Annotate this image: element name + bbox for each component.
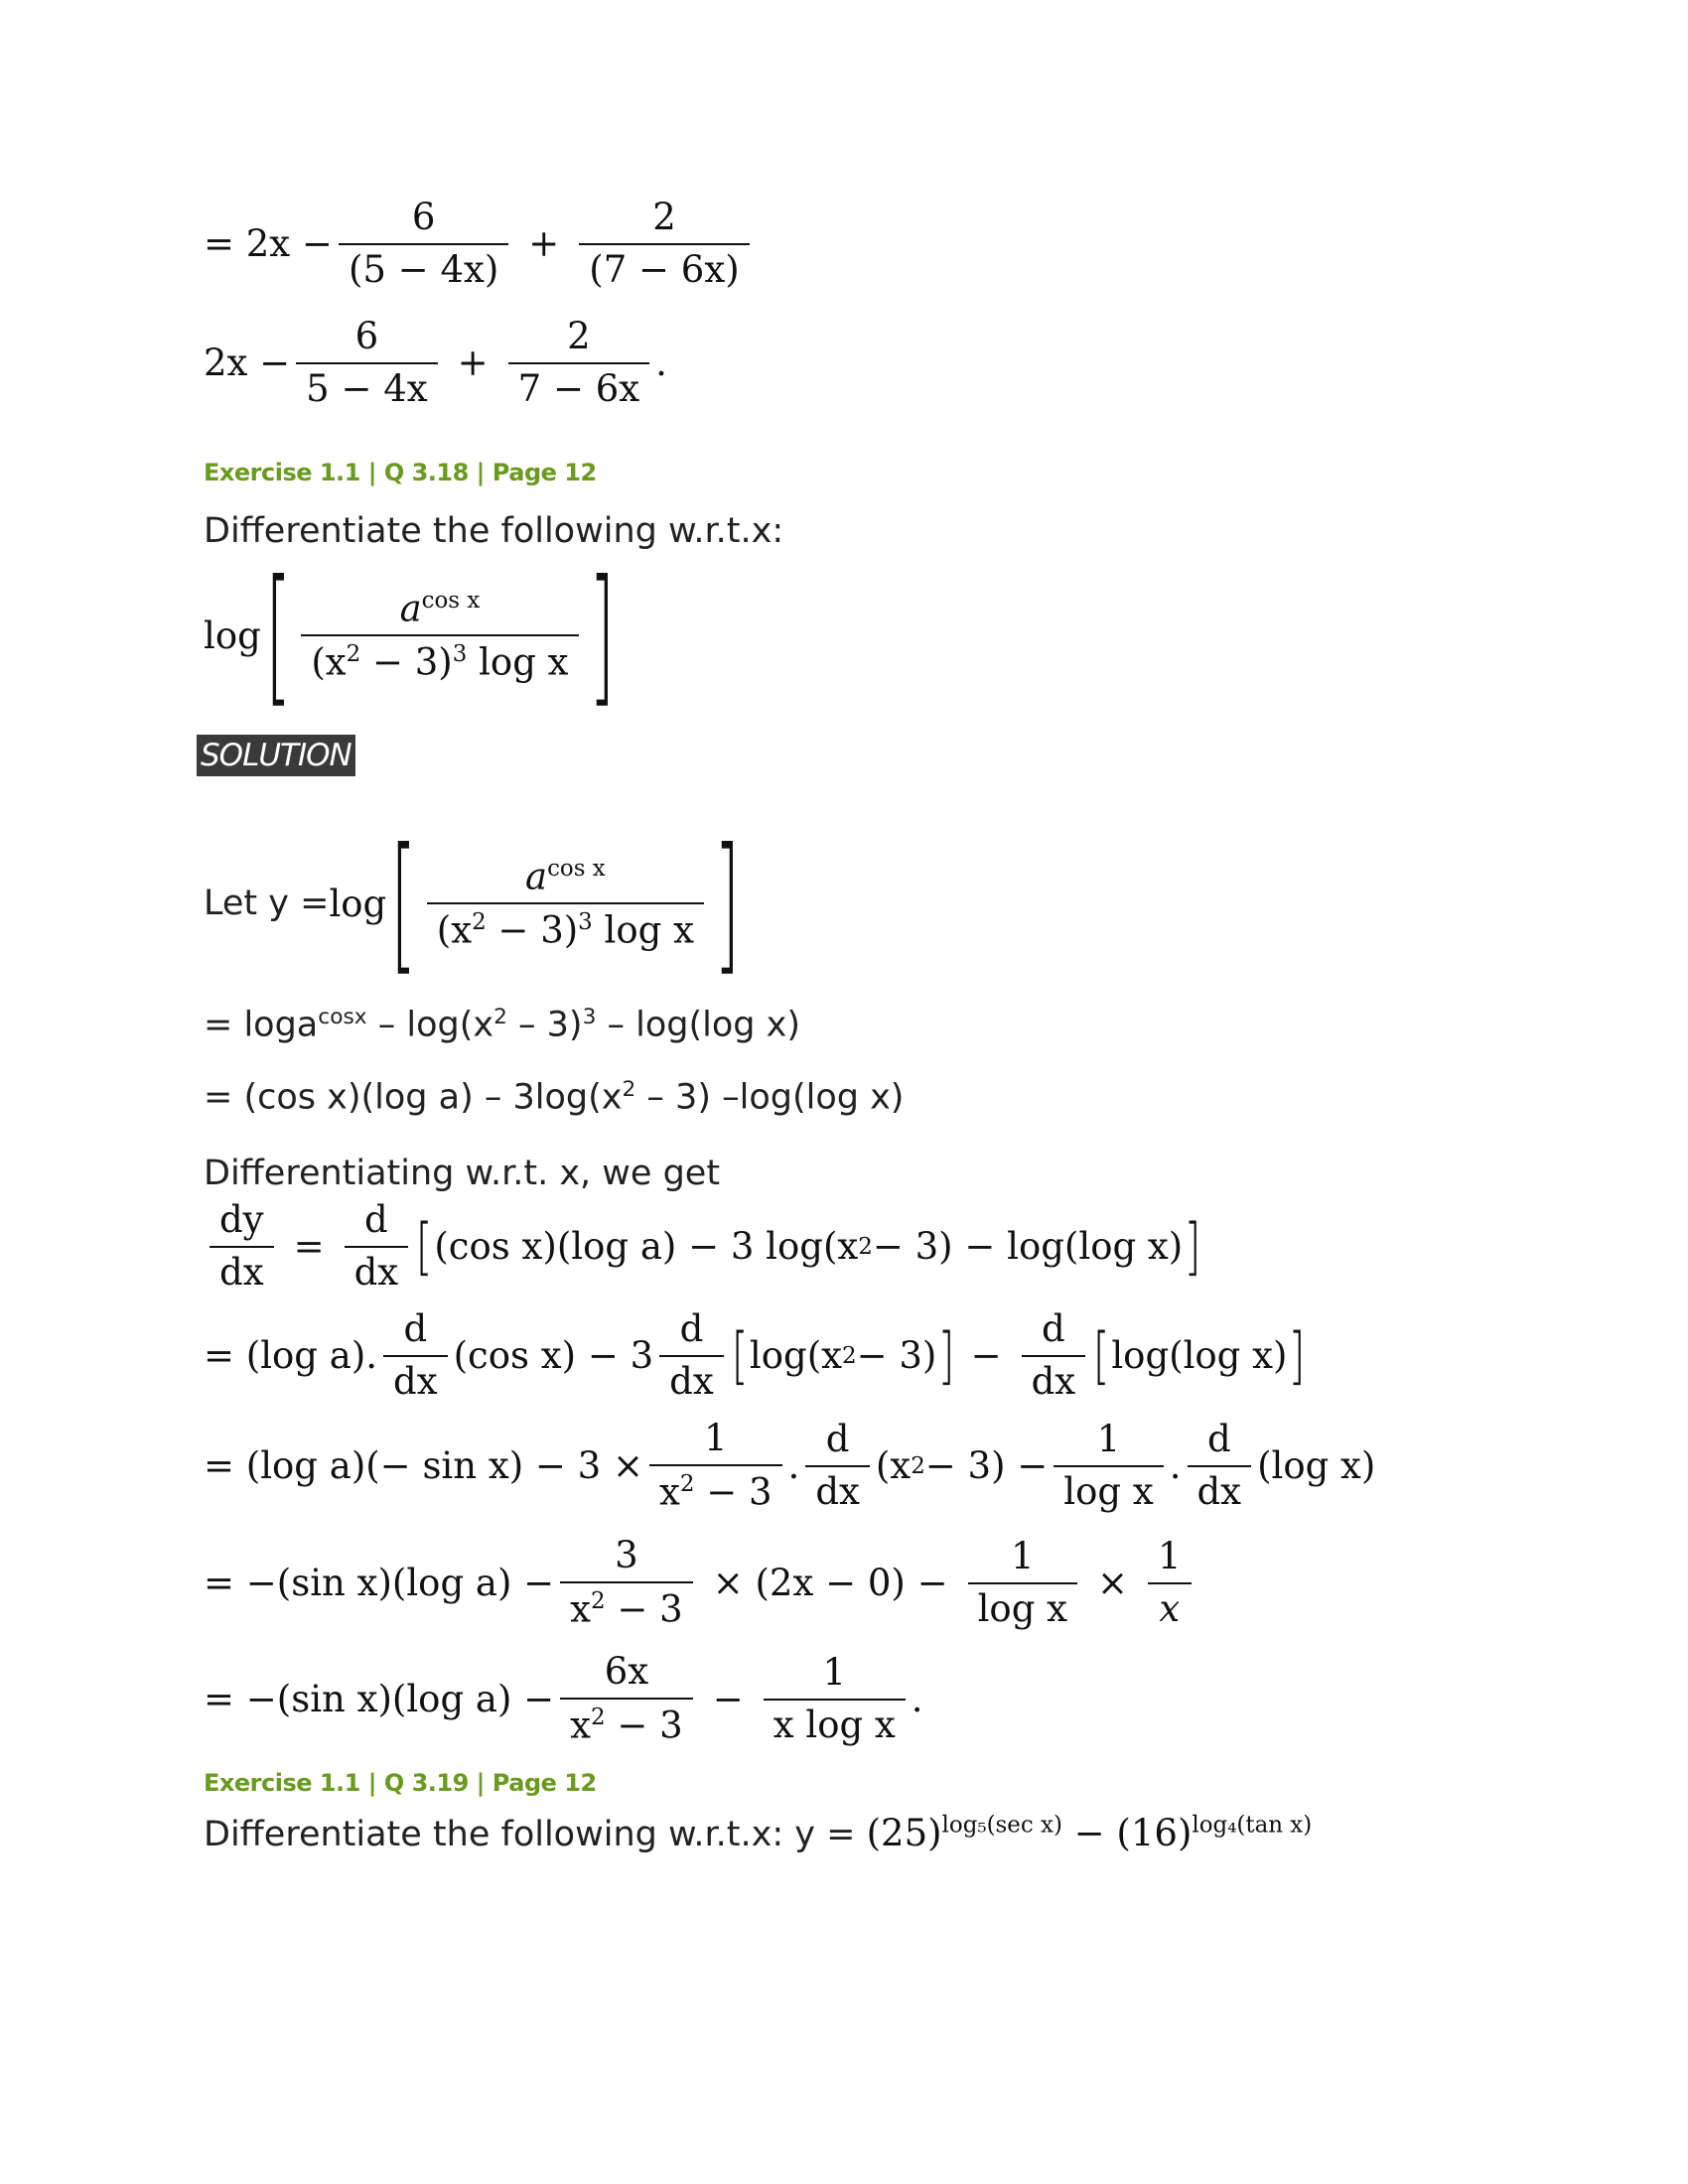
left-bracket: [ (731, 1318, 749, 1392)
fraction-numerator: d (364, 1198, 388, 1241)
fraction (301, 589, 578, 682)
question-expression-3-18 (204, 549, 619, 722)
fraction (345, 1198, 409, 1294)
fraction-denominator: dx (1022, 1355, 1086, 1402)
fraction-numerator: $a^{cos x}$ (525, 855, 606, 898)
right-bracket: ] (714, 817, 741, 990)
math-text: = 2x − (204, 222, 333, 266)
solution-step-2: = (cos x)(log $a) - 3\log(x^2 - 3)$ –log(log x) (204, 1077, 905, 1118)
left-bracket: [ (1092, 1318, 1110, 1392)
exercise-label-3-18[interactable]: Exercise 1.1 | Q 3.18 | Page 12 (204, 459, 597, 486)
log-text: log (329, 882, 387, 925)
math-text: 2x − (204, 341, 291, 385)
fraction-denominator: dx (345, 1246, 409, 1293)
derivative-line-1: $\frac{dy}{dx}$ = $\frac{d}{dx}$ [ (cos x)(log a) − 3 log(x 2 − 3) − log(log x) ] (204, 1201, 1202, 1293)
fraction-denominator: $(x^2 - 3)^3$ log x (301, 634, 578, 682)
fraction-numerator: 6 (354, 315, 379, 357)
fraction-denominator: x (1148, 1582, 1192, 1629)
math-line-2 (204, 315, 667, 410)
fraction-numerator: 1 (1158, 1534, 1182, 1577)
fraction-numerator: 1 (704, 1417, 728, 1459)
fraction-denominator: 5 − 4x (296, 362, 437, 409)
fraction-numerator: 6 (411, 196, 436, 238)
left-bracket: [ (390, 817, 417, 990)
fraction-numerator: dy (219, 1198, 264, 1241)
right-bracket: ] (588, 549, 615, 722)
derivative-line-2: = (log a). $\frac{d}{dx}$ (cos x) − 3 $\frac{d}{dx}$ [ log(x 2 − 3) ] − $\frac{d}{dx}$ [ log(log x) ] (204, 1307, 1307, 1403)
fraction (339, 196, 508, 291)
fraction-numerator: d (679, 1307, 704, 1350)
fraction-denominator: log x (968, 1582, 1077, 1629)
fraction (805, 1417, 870, 1513)
derivative-line-4: = −(sin x)(log a) − $\frac{3}{x^2 - 3}$ × (2x − 0) − $\frac{1}{\text{log x}}$ × $\frac{1}{x}$ (204, 1537, 1197, 1629)
fraction-numerator: 1 (1096, 1417, 1121, 1460)
log-text: log (204, 614, 261, 657)
fraction (1054, 1417, 1163, 1513)
fraction-numerator: 3 (615, 1534, 638, 1576)
let-text: Let y = (204, 884, 330, 923)
fraction (659, 1307, 724, 1403)
fraction-numerator: 1 (1011, 1534, 1035, 1577)
fraction-numerator: 2 (567, 315, 591, 357)
fraction-denominator: $(x^2 - 3)^3$ log x (427, 902, 704, 950)
right-bracket: ] (937, 1318, 955, 1392)
math-operator: + (457, 341, 489, 385)
fraction-denominator: $x^2 - 3$ (649, 1464, 782, 1512)
fraction (508, 315, 649, 410)
fraction (383, 1307, 448, 1403)
fraction (968, 1534, 1077, 1630)
math-text: . (655, 341, 667, 385)
fraction-numerator: d (825, 1417, 850, 1460)
derivative-line-3: = (log a)(− sin x) − 3 × $\frac{1}{x^2 - 3}$ . $\frac{d}{dx}$ (x 2 − 3) − $\frac{1}{\text{log x}}$ . $\frac{d}{dx}$ (log x) (204, 1417, 1376, 1514)
fraction-numerator: d (1206, 1417, 1231, 1460)
math-line-1 (204, 196, 756, 291)
fraction (764, 1650, 906, 1746)
fraction-numerator: 6x (604, 1650, 649, 1693)
fraction (560, 1534, 693, 1631)
fraction (296, 315, 437, 410)
fraction-denominator: x log x (764, 1699, 906, 1745)
left-bracket: [ (264, 549, 292, 722)
fraction-numerator: 1 (822, 1650, 847, 1694)
fraction (1188, 1417, 1252, 1513)
fraction (1022, 1307, 1086, 1403)
fraction-denominator: dx (805, 1465, 870, 1512)
fraction-numerator: $a^{cos x}$ (399, 587, 481, 630)
question-expression-3-19 (204, 1812, 1312, 1854)
fraction-denominator: dx (659, 1355, 724, 1402)
fraction-numerator: d (1042, 1307, 1065, 1350)
fraction-denominator: dx (210, 1246, 274, 1293)
right-bracket: ] (1184, 1209, 1201, 1283)
fraction-denominator: dx (1188, 1465, 1252, 1512)
exercise-label-3-19[interactable]: Exercise 1.1 | Q 3.19 | Page 12 (204, 1769, 597, 1797)
fraction-denominator: $x^2 - 3$ (560, 1698, 693, 1745)
question-text-3-18: Differentiate the following w.r.t.x: (204, 511, 784, 551)
fraction (1148, 1534, 1192, 1630)
fraction-denominator: log x (1054, 1465, 1163, 1512)
fraction (427, 857, 704, 950)
fraction (579, 196, 749, 291)
fraction-denominator: (7 − 6x) (579, 243, 749, 290)
math-operator: + (528, 222, 560, 266)
fraction-numerator: d (403, 1307, 428, 1350)
let-y-expression (204, 817, 744, 990)
fraction (560, 1650, 693, 1747)
fraction-denominator: dx (383, 1355, 448, 1402)
fraction-numerator: 2 (652, 196, 676, 238)
question-text-3-19: Differentiate the following w.r.t.x: y = (204, 1815, 867, 1854)
solution-step-1: = $\log a^{cosx} - \log(x^2 - 3)^3 - \log(\log$ x) (204, 1005, 800, 1045)
derivative-line-5: = −(sin x)(log a) − $\frac{6x}{x^2 - 3}$ − $\frac{1}{\text{x log x}}$ . (204, 1650, 923, 1747)
fraction-denominator: 7 − 6x (508, 362, 649, 409)
fraction-denominator: $x^2 - 3$ (560, 1581, 693, 1629)
left-bracket: [ (415, 1209, 433, 1283)
fraction-denominator: (5 − 4x) (339, 243, 508, 290)
differentiating-text: Differentiating w.r.t. x, we get (204, 1154, 721, 1193)
solution-badge: SOLUTION (197, 735, 355, 776)
math-expression: $(25)^{log_5(sec x)} - (16)^{log_4(tan x)}$ (866, 1812, 1313, 1854)
fraction (210, 1198, 274, 1294)
fraction (649, 1417, 782, 1514)
right-bracket: ] (1289, 1318, 1307, 1392)
math-operator: = (293, 1225, 325, 1269)
